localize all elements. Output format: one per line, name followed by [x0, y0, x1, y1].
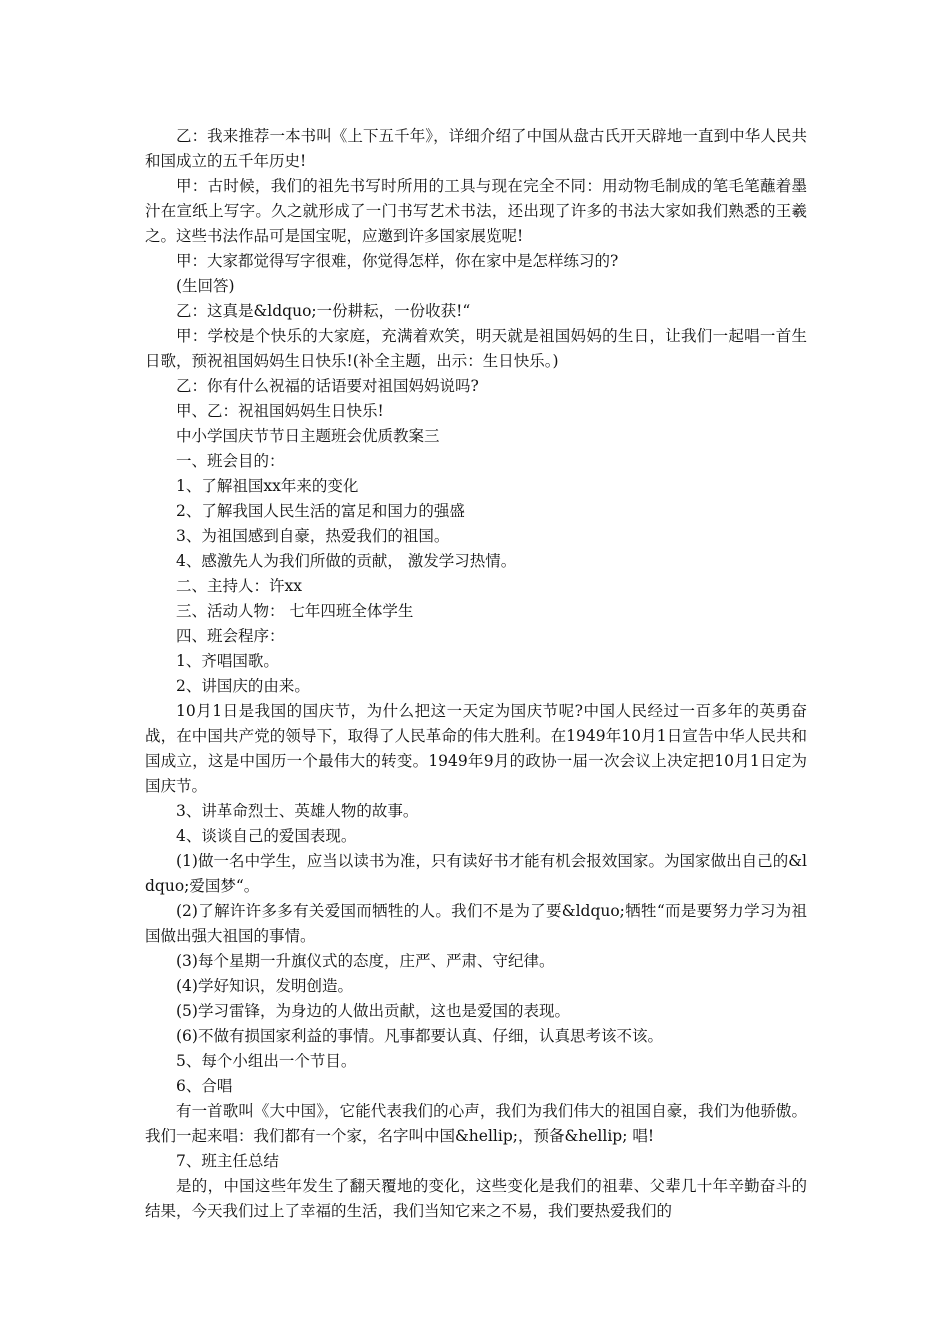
procedure-item-3: 3、讲革命烈士、英雄人物的故事。 [176, 802, 419, 820]
goal-item-3: 3、为祖国感到自豪，热爱我们的祖国。 [176, 527, 450, 545]
paragraph-yi-recommend-book: 乙：我来推荐一本书叫《上下五千年》，详细介绍了中国从盘古氏开天辟地一直到中华人民共和国成立的五千年历史! [145, 127, 807, 170]
paragraph-student-answer: (生回答) [176, 277, 235, 295]
procedure-item-4: 4、谈谈自己的爱国表现。 [176, 827, 357, 845]
patriotism-item-2: (2)了解许许多多有关爱国而牺牲的人。我们不是为了要&ldquo;牺牲“而是要努力学习为祖国做出强大祖国的事情。 [145, 902, 807, 945]
heading-meeting-goals: 一、班会目的： [176, 452, 285, 470]
section-title-plan-three: 中小学国庆节节日主题班会优质教案三 [176, 427, 440, 445]
procedure-item-6: 6、合唱 [176, 1077, 233, 1095]
patriotism-item-5: (5)学习雷锋，为身边的人做出贡献，这也是爱国的表现。 [176, 1002, 570, 1020]
patriotism-item-1: (1)做一名中学生，应当以读书为准，只有读好书才能有机会报效国家。为国家做出自己的&ldquo;爱国梦“。 [145, 852, 807, 895]
procedure-item-1: 1、齐唱国歌。 [176, 652, 279, 670]
goal-item-2: 2、了解我国人民生活的富足和国力的强盛 [176, 502, 465, 520]
heading-procedure: 四、班会程序： [176, 627, 285, 645]
patriotism-item-3: (3)每个星期一升旗仪式的态度，庄严、严肃、守纪律。 [176, 952, 555, 970]
heading-participants: 三、活动人物： 七年四班全体学生 [176, 602, 414, 620]
paragraph-song-big-china: 有一首歌叫《大中国》，它能代表我们的心声，我们为我们伟大的祖国自豪，我们为他骄傲。我们一起来唱：我们都有一个家，名字叫中国&hellip;，预备&hellip; 唱! [145, 1102, 807, 1145]
goal-item-4: 4、感激先人为我们所做的贡献， 激发学习热情。 [176, 552, 517, 570]
document-body [145, 124, 807, 1224]
paragraph-jia-question: 甲：大家都觉得写字很难，你觉得怎样，你在家中是怎样练习的? [176, 252, 619, 270]
paragraph-yi-harvest: 乙：这真是&ldquo;一份耕耘，一份收获!“ [176, 302, 471, 320]
paragraph-national-day-origin: 10月1日是我国的国庆节，为什么把这一天定为国庆节呢?中国人民经过一百多年的英勇奋战，在中国共产党的领导下，取得了人民革命的伟大胜利。在1949年10月1日宣告中华人民共和国成立，这是中国历一个最伟大的转变。1949年9月的政协一届一次会议上决定把10月1日定为国庆节。 [145, 702, 807, 795]
paragraph-jia-calligraphy: 甲：古时候，我们的祖先书写时所用的工具与现在完全不同：用动物毛制成的笔毛笔蘸着墨汁在宣纸上写字。久之就形成了一门书写艺术书法，还出现了许多的书法大家如我们熟悉的王羲之。这些书法作品可是国宝呢，应邀到许多国家展览呢! [145, 177, 807, 245]
procedure-item-5: 5、每个小组出一个节目。 [176, 1052, 357, 1070]
procedure-item-7: 7、班主任总结 [176, 1152, 279, 1170]
goal-item-1: 1、了解祖国xx年来的变化 [176, 477, 359, 495]
paragraph-jia-yi-blessing: 甲、乙：祝祖国妈妈生日快乐! [176, 402, 384, 420]
paragraph-yi-wishes: 乙：你有什么祝福的话语要对祖国妈妈说吗? [176, 377, 479, 395]
paragraph-jia-birthday-song: 甲：学校是个快乐的大家庭，充满着欢笑，明天就是祖国妈妈的生日，让我们一起唱一首生日歌，预祝祖国妈妈生日快乐!(补全主题，出示：生日快乐。) [145, 327, 807, 370]
procedure-item-2: 2、讲国庆的由来。 [176, 677, 310, 695]
patriotism-item-6: (6)不做有损国家利益的事情。凡事都要认真、仔细，认真思考该不该。 [176, 1027, 663, 1045]
heading-host: 二、主持人：许xx [176, 577, 302, 595]
patriotism-item-4: (4)学好知识，发明创造。 [176, 977, 353, 995]
paragraph-teacher-summary: 是的，中国这些年发生了翻天覆地的变化，这些变化是我们的祖辈、父辈几十年辛勤奋斗的结果，今天我们过上了幸福的生活，我们当知它来之不易，我们要热爱我们的 [145, 1177, 807, 1220]
